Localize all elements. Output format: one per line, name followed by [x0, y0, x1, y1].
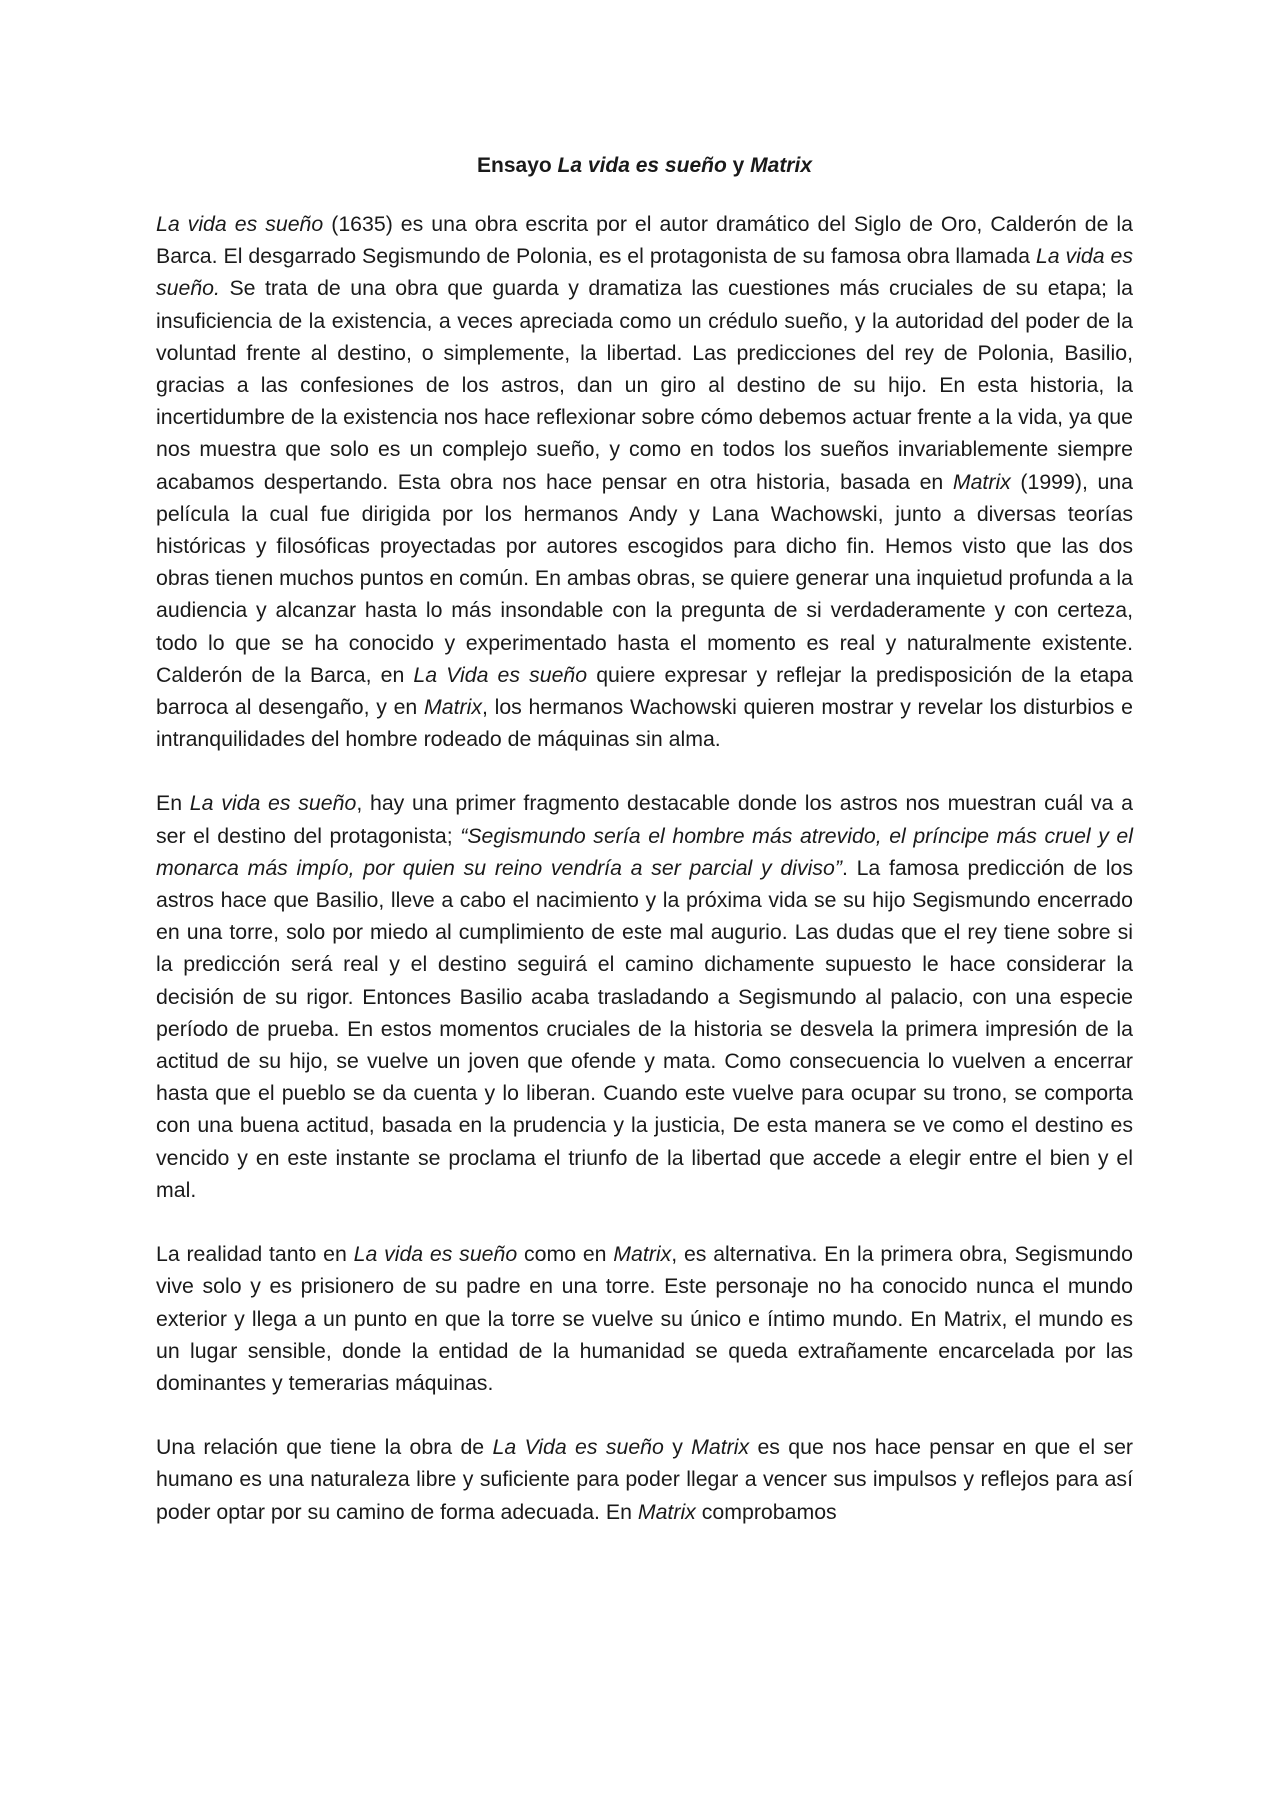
- paragraph-3: [156, 1238, 1133, 1399]
- text-run: y: [663, 1435, 692, 1460]
- italic-text-run: Matrix: [637, 1499, 696, 1524]
- document-page: [156, 150, 1133, 1560]
- italic-text-run: Matrix: [613, 1242, 672, 1267]
- text-run: Se trata de una obra que guarda y dramatiza las cuestiones más cruciales de su etapa; la insuficiencia de la existencia, a veces apreciada como un crédulo sueño, y la autoridad del poder de la voluntad frente al destino, o simplemente, la libertad. Las predicciones del rey de Polonia, Basilio, gracias a las confesiones de los astros, dan un giro al destino de su hijo. En esta historia, la incertidumbre de la existencia nos hace reflexionar sobre cómo debemos actuar frente a la vida, ya que nos muestra que solo es un complejo sueño, y como en todos los sueños invariablemente siempre acabamos despertando. Esta obra nos hace pensar en otra historia, basada en: [156, 276, 1133, 494]
- text-run: quiere expresar y reflejar la predisposición de la etapa barroca al desengaño, y en: [156, 662, 1133, 720]
- italic-text-run: La vida es sueño: [557, 154, 727, 177]
- text-run: es que nos hace pensar en que el ser humano es una naturaleza libre y suficiente para poder llegar a vencer sus impulsos y reflejos para así poder optar por su camino de forma adecuada. En: [156, 1435, 1134, 1524]
- text-run: Una relación que tiene la obra de: [156, 1435, 493, 1460]
- text-run: La realidad tanto en: [156, 1242, 354, 1267]
- paragraph-2: [156, 787, 1133, 1206]
- text-run: , los hermanos Wachowski quieren mostrar y revelar los disturbios e intranquilidades del hombre rodeado de máquinas sin alma.: [156, 695, 1133, 752]
- text-run: . La famosa predicción de los astros hace que Basilio, lleve a cabo el nacimiento y la próxima vida se su hijo Segismundo encerrado en una torre, solo por miedo al cumplimiento de este mal augurio. Las dudas que el rey tiene sobre si la predicción será real y el destino seguirá el camino dichamente supuesto le hace considerar la decisión de su rigor. Entonces Basilio acaba trasladando a Segismundo al palacio, con una especie período de prueba. En estos momentos cruciales de la historia se desvela la primera impresión de la actitud de su hijo, se vuelve un joven que ofende y mata. Como consecuencia lo vuelven a encerrar hasta que el pueblo se da cuenta y lo liberan. Cuando este vuelve para ocupar su trono, se comporta con una buena actitud, basada en la prudencia y la justicia, De esta manera se ve como el destino es vencido y en este instante se proclama el triunfo de la libertad que accede a elegir entre el bien y el mal.: [156, 855, 1134, 1202]
- italic-text-run: La vida es sueño: [156, 212, 324, 236]
- italic-text-run: Matrix: [750, 154, 812, 177]
- text-run: y: [726, 154, 751, 177]
- paragraph-4: [156, 1431, 1133, 1528]
- italic-text-run: La vida es sueño: [353, 1242, 518, 1267]
- text-run: En: [156, 791, 190, 816]
- italic-text-run: La Vida es sueño: [413, 662, 588, 687]
- document-title: [156, 150, 1133, 182]
- italic-text-run: La Vida es sueño: [492, 1435, 664, 1460]
- text-run: , hay una primer fragmento destacable donde los astros nos muestran cuál va a ser el destino del protagonista;: [156, 791, 1133, 848]
- italic-text-run: Matrix: [952, 469, 1011, 494]
- text-run: (1635) es una obra escrita por el autor dramático del Siglo de Oro, Calderón de la Barca. El desgarrado Segismundo de Polonia, es el protagonista de su famosa obra llamada: [156, 212, 1133, 269]
- text-run: como en: [517, 1242, 614, 1267]
- document-body: [156, 208, 1133, 1528]
- paragraph-1: [156, 208, 1133, 755]
- italic-text-run: Matrix: [691, 1435, 750, 1460]
- text-run: (1999), una película la cual fue dirigida por los hermanos Andy y Lana Wachowski, junto a diversas teorías históricas y filosóficas proyectadas por autores escogidos para dicho fin. Hemos visto que las dos obras tienen muchos puntos en común. En ambas obras, se quiere generar una inquietud profunda a la audiencia y alcanzar hasta lo más insondable con la pregunta de si verdaderamente y con certeza, todo lo que se ha conocido y experimentado hasta el momento es real y naturalmente existente. Calderón de la Barca, en: [156, 469, 1133, 687]
- text-run: , es alternativa. En la primera obra, Segismundo vive solo y es prisionero de su padre en una torre. Este personaje no ha conocido nunca el mundo exterior y llega a un punto en que la torre se vuelve su único e íntimo mundo. En Matrix, el mundo es un lugar sensible, donde la entidad de la humanidad se queda extrañamente encarcelada por las dominantes y temerarias máquinas.: [156, 1242, 1133, 1395]
- text-run: comprobamos: [695, 1499, 837, 1524]
- italic-text-run: La vida es sueño: [189, 791, 357, 816]
- text-run: Ensayo: [477, 154, 558, 177]
- italic-text-run: “Segismundo sería el hombre más atrevido, el príncipe más cruel y el monarca más impío, por quien su reino vendría a ser parcial y diviso”: [156, 823, 1134, 880]
- italic-text-run: La vida es sueño.: [156, 244, 1133, 301]
- italic-text-run: Matrix: [424, 695, 482, 720]
